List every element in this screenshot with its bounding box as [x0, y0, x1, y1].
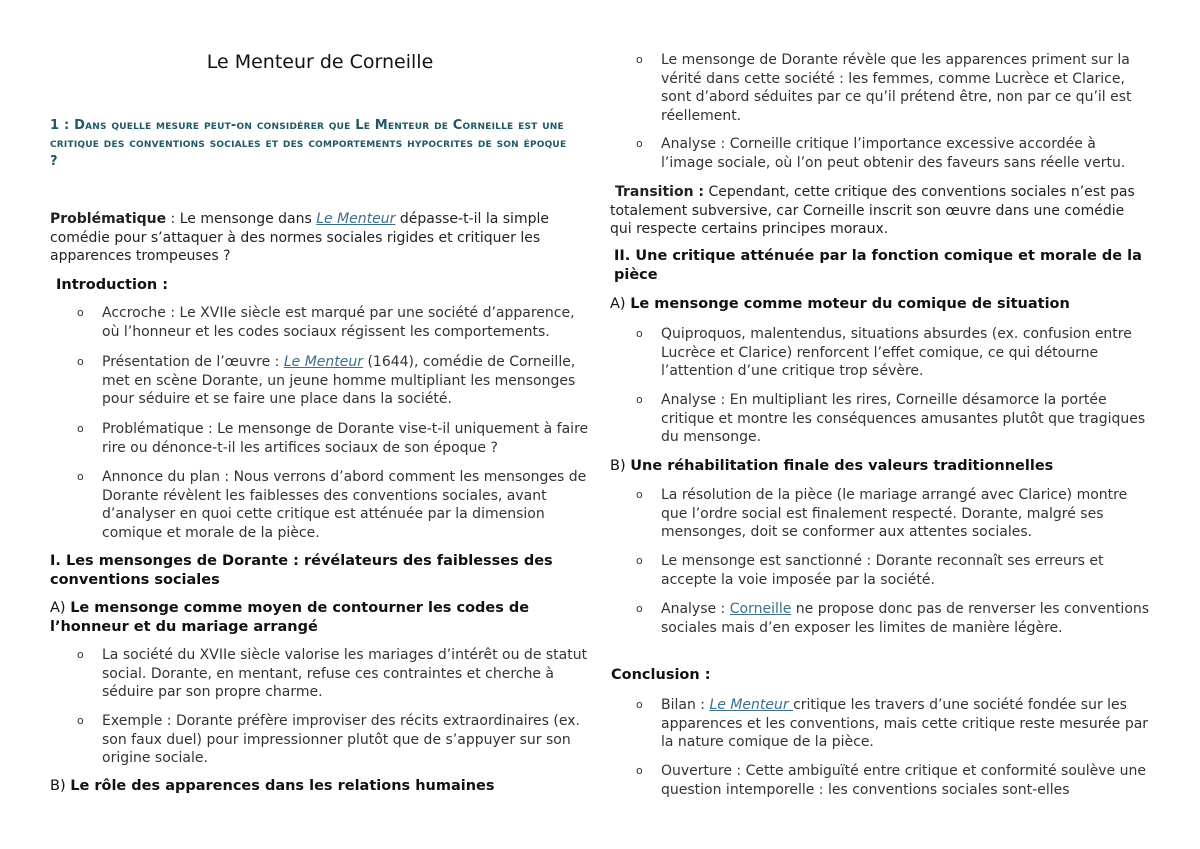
page-title: Le Menteur de Corneille — [206, 51, 434, 73]
le-menteur-link[interactable]: Le Menteur — [709, 697, 794, 713]
part2b-heading: B) Une réhabilitation finale des valeurs traditionnelles — [610, 458, 1054, 474]
bullet-icon: o — [636, 327, 643, 340]
bullet-icon: o — [77, 714, 84, 727]
bullet-icon: o — [636, 393, 643, 406]
corneille-link[interactable]: Corneille — [729, 601, 792, 617]
list-item: o Présentation de l’œuvre : Le Menteur (1644), comédie de Corneille, met en scène Dorante, un jeune homme multipliant les mensonges pour séduire et se faire une place dans la société. — [77, 354, 576, 407]
le-menteur-link[interactable]: Le Menteur — [316, 211, 396, 227]
problematique-paragraph: Problématique : Le mensonge dans Le Menteur dépasse-t-il la simple comédie pour s’attaquer à des normes sociales rigides et critiquer les apparences trompeuses ? — [50, 211, 549, 264]
conclusion-heading: Conclusion : — [611, 667, 711, 683]
bullet-icon: o — [636, 602, 643, 615]
list-item: o Ouverture : Cette ambiguïté entre critique et conformité soulève une question intemporelle : les conventions sociales sont-elles — [636, 763, 1146, 798]
bullet-icon: o — [77, 470, 84, 483]
list-item: o Quiproquos, malentendus, situations absurdes (ex. confusion entre Lucrèce et Clarice) renforcent l’effet comique, ce qui détourne l’attention d’une critique trop sévère. — [636, 326, 1132, 379]
list-item: o Le mensonge de Dorante révèle que les apparences priment sur la vérité dans cette société : les femmes, comme Lucrèce et Clarice, sont d’abord séduites par ce qu’il prétend être, non par ce qu’il est réellement. — [636, 52, 1132, 124]
bullet-icon: o — [636, 764, 643, 777]
list-item: o Analyse : En multipliant les rires, Corneille désamorce la portée critique et montre les conséquences amusantes plutôt que tragiques du mensonge. — [636, 392, 1146, 445]
part1-heading: I. Les mensonges de Dorante : révélateurs des faiblesses des conventions sociales — [50, 553, 553, 588]
bullet-icon: o — [77, 422, 84, 435]
problematique-label: Problématique — [50, 211, 167, 227]
bullet-icon: o — [636, 554, 643, 567]
list-item: o Le mensonge est sanctionné : Dorante reconnaît ses erreurs et accepte la voie imposée par la société. — [636, 553, 1104, 588]
list-item: o Bilan : Le Menteur critique les travers d’une société fondée sur les apparences et les conventions, mais cette critique reste mesurée par la nature comique de la pièce. — [636, 697, 1149, 750]
bullet-icon: o — [636, 137, 643, 150]
bullet-icon: o — [77, 306, 84, 319]
transition-label: Transition : — [615, 184, 705, 200]
list-item: o Problématique : Le mensonge de Dorante vise-t-il uniquement à faire rire ou dénonce-t-il les artifices sociaux de son époque ? — [77, 421, 589, 456]
list-item: o La résolution de la pièce (le mariage arrangé avec Clarice) montre que l’ordre social est finalement respecté. Dorante, malgré ses mensonges, doit se conformer aux attentes sociales. — [636, 487, 1128, 540]
le-menteur-link[interactable]: Le Menteur — [283, 354, 363, 370]
part2a-heading: A) Le mensonge comme moteur du comique de situation — [610, 296, 1070, 312]
part2-heading: II. Une critique atténuée par la fonction comique et morale de la pièce — [614, 248, 1142, 283]
list-item: o Analyse : Corneille critique l’importance excessive accordée à l’image sociale, où l’on peut obtenir des faveurs sans réelle vertu. — [636, 136, 1126, 171]
list-item: o Annonce du plan : Nous verrons d’abord comment les mensonges de Dorante révèlent les faiblesses des conventions sociales, avant d’analyser en quoi cette critique est atténuée par la dimension comique et morale de la pièce. — [77, 469, 587, 541]
list-item: o La société du XVIIe siècle valorise les mariages d’intérêt ou de statut social. Dorante, en mentant, refuse ces contraintes et cherche à séduire par son propre charme. — [77, 647, 588, 700]
bullet-icon: o — [77, 355, 84, 368]
bullet-icon: o — [77, 648, 84, 661]
bullet-icon: o — [636, 53, 643, 66]
list-item: o Accroche : Le XVIIe siècle est marqué par une société d’apparence, où l’honneur et les codes sociaux régissent les comportements. — [77, 305, 575, 340]
part1b-heading: B) Le rôle des apparences dans les relations humaines — [50, 778, 495, 794]
list-item: o Analyse : Corneille ne propose donc pas de renverser les conventions sociales mais d’en exposer les limites de manière légère. — [636, 601, 1150, 636]
list-item: o Exemple : Dorante préfère improviser des récits extraordinaires (ex. son faux duel) pour impressionner plutôt que de s’appuyer sur son origine sociale. — [77, 713, 580, 766]
introduction-heading: Introduction : — [56, 277, 169, 293]
essay-question: 1 : Dans quelle mesure peut-on considérer que Le Menteur de Corneille est une critique des conventions sociales et des comportements hypocrites de son époque ? — [50, 118, 567, 169]
bullet-icon: o — [636, 698, 643, 711]
part1a-heading: A) Le mensonge comme moyen de contourner les codes de l’honneur et du mariage arrangé — [50, 600, 530, 635]
transition-paragraph: Transition : Cependant, cette critique des conventions sociales n’est pas totalement subversive, car Corneille inscrit son œuvre dans une comédie qui respecte certains principes moraux. — [610, 184, 1135, 237]
bullet-icon: o — [636, 488, 643, 501]
